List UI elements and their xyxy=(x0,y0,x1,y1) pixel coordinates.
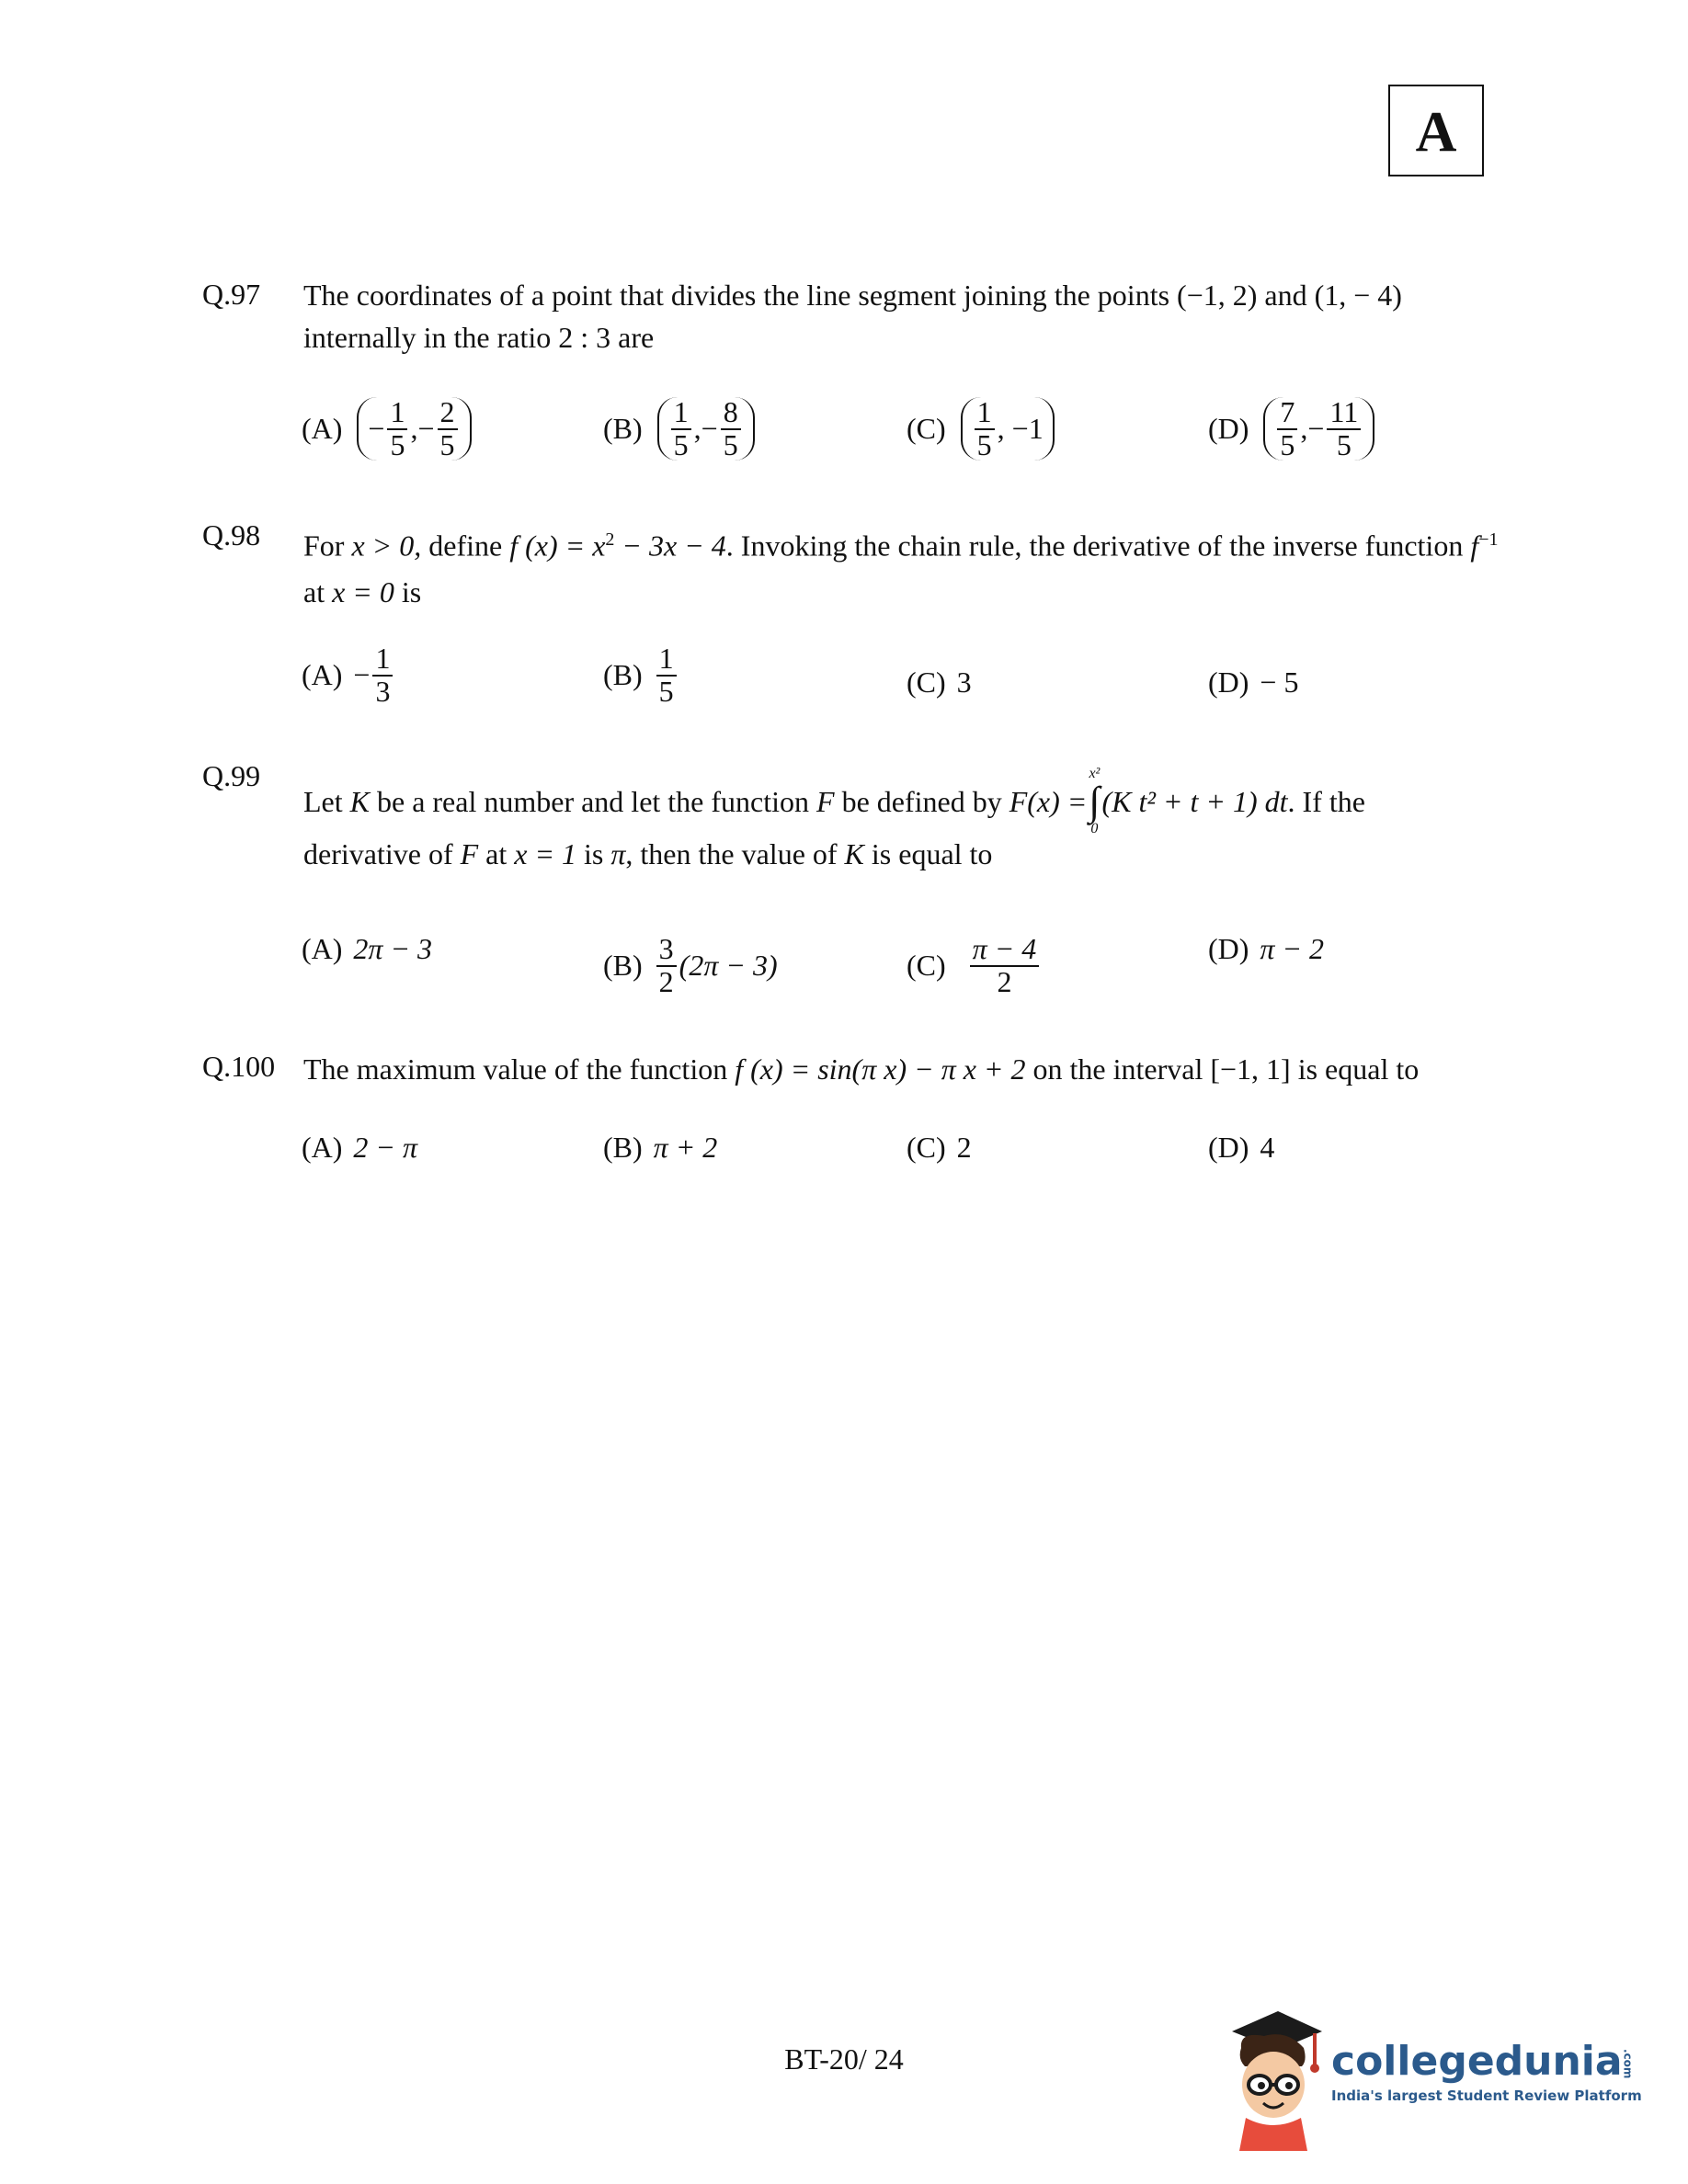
question-text-97: The coordinates of a point that divides the line segment joining the points (−1, 2) and (1, − 4) internally in the ratio 2 : 3 are xyxy=(303,279,1402,354)
question-number-98: Q.98 xyxy=(202,518,261,552)
option-100-a[interactable]: (A) 2 − π xyxy=(302,1131,418,1164)
integral-sign: x² ∫ 0 xyxy=(1089,766,1101,836)
question-number-99: Q.99 xyxy=(202,759,261,792)
option-98-b[interactable]: (B) $\frac{1}{5}$ xyxy=(603,643,679,707)
question-text-100: The maximum value of the function f (x) = sin(π x) − π x + 2 on the interval [−1, 1] is equal to xyxy=(303,1052,1420,1086)
option-99-d[interactable]: (D) π − 2 xyxy=(1208,932,1325,965)
option-100-b[interactable]: (B) π + 2 xyxy=(603,1131,718,1164)
logo-com: .com xyxy=(1621,2048,1635,2079)
option-97-c[interactable]: (C) $\frac{1}{5}$ , −1 xyxy=(907,397,1055,461)
option-97-b[interactable]: (B) $\frac{1}{5}$ , − $\frac{8}{5}$ xyxy=(603,397,755,461)
option-97-d[interactable]: (D) $\frac{7}{5}$ , − $\frac{11}{5}$ xyxy=(1208,397,1374,461)
logo-tagline: India's largest Student Review Platform xyxy=(1331,2087,1642,2104)
question-text-99: Let K be a real number and let the function F be defined by F(x) = x² ∫ 0 (K t² + t + 1) dt . If the derivative of F at x = 1 is π, then the value of K is equal to xyxy=(303,766,1365,870)
option-100-c[interactable]: (C) 2 xyxy=(907,1131,972,1164)
option-98-d[interactable]: (D) − 5 xyxy=(1208,665,1299,699)
question-number-100: Q.100 xyxy=(202,1050,276,1083)
paper-set-badge: A xyxy=(1388,85,1484,176)
option-98-a[interactable]: (A) − $\frac{1}{3}$ xyxy=(302,643,395,707)
collegedunia-logo[interactable] xyxy=(1223,1995,1642,2151)
option-100-d[interactable]: (D) 4 xyxy=(1208,1131,1275,1164)
option-99-b[interactable]: (B) $\frac{3}{2}$ (2π − 3) xyxy=(603,932,778,998)
option-99-c[interactable]: (C) $\frac{\pi - 4}{2}$ xyxy=(907,934,1042,997)
mascot-icon xyxy=(1223,1995,1324,2151)
option-97-a[interactable]: (A) − $\frac{1}{5}$ , − $\frac{2}{5}$ xyxy=(302,397,472,461)
page-number: BT-20/ 24 xyxy=(784,2042,904,2076)
option-98-c[interactable]: (C) 3 xyxy=(907,665,972,699)
option-99-a[interactable]: (A) 2π − 3 xyxy=(302,932,433,965)
question-number-97: Q.97 xyxy=(202,278,261,311)
logo-brand: collegedunia xyxy=(1331,2038,1623,2085)
question-text-98: For x > 0, define f $(x) = x^2 - 3x - 4$. Invoking the chain rule, the derivative of the inverse function $f^{-1}$ at x = 0 is xyxy=(303,529,1499,609)
